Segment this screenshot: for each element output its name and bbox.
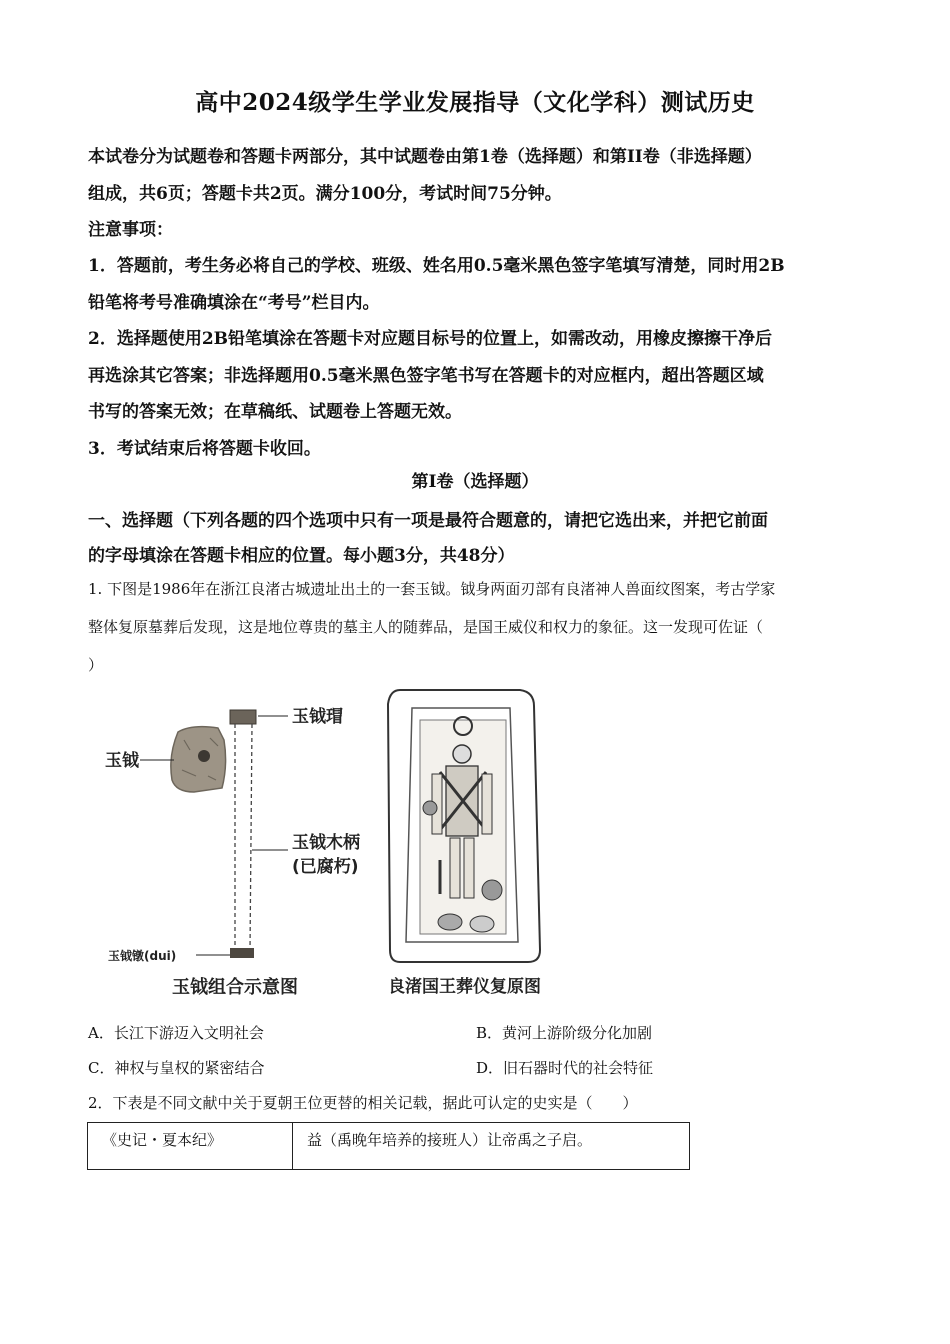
label-handle-note: (已腐朽)	[292, 857, 359, 877]
notice-line-6: 3．考试结束后将答题卡收回。	[88, 439, 321, 459]
section-instruction-1: 一、选择题（下列各题的四个选项中只有一项是最符合题意的，请把它选出来，并把它前面	[88, 511, 768, 531]
jade-yue-blade-image	[171, 727, 226, 792]
caption-right: 良渚国王葬仪复原图	[388, 977, 541, 997]
jade-yue-cap-image	[230, 710, 256, 724]
page-title: 高中2024级学生学业发展指导（文化学科）测试历史	[195, 89, 755, 116]
notice-line-4: 再选涂其它答案；非选择题用0.5毫米黑色签字笔书写在答题卡的对应框内，超出答题区域	[88, 366, 764, 386]
q1-stem-line-2: 整体复原墓葬后发现，这是地位尊贵的墓主人的随葬品，是国王威仪和权力的象征。这一发现可佐证（	[88, 618, 764, 636]
label-yue: 玉钺	[105, 751, 139, 771]
q1-option-a[interactable]: A．长江下游迈入文明社会	[88, 1024, 264, 1042]
q1-option-b[interactable]: B．黄河上游阶级分化加剧	[476, 1024, 653, 1042]
notice-line-5: 书写的答案无效；在草稿纸、试题卷上答题无效。	[88, 402, 462, 422]
notice-line-1: 1．答题前，考生务必将自己的学校、班级、姓名用0.5毫米黑色签字笔填写清楚，同时用2B	[88, 256, 785, 276]
label-mao: 玉钺瑁	[292, 707, 343, 727]
q2-source-cell: 《史记・夏本纪》	[88, 1123, 293, 1170]
notice-line-3: 2．选择题使用2B铅笔填涂在答题卡对应题目标号的位置上，如需改动，用橡皮擦擦干净后	[88, 329, 773, 349]
label-handle: 玉钺木柄	[292, 833, 360, 853]
section-title: 第I卷（选择题）	[411, 472, 539, 492]
section-instruction-2: 的字母填涂在答题卡相应的位置。每小题3分，共48分）	[88, 546, 515, 566]
q2-table	[87, 1122, 690, 1170]
q1-option-d[interactable]: D．旧石器时代的社会特征	[476, 1059, 654, 1077]
notice-heading: 注意事项：	[88, 220, 173, 240]
q1-figure	[100, 680, 560, 1005]
table-row	[88, 1123, 690, 1170]
q2-record-cell: 益（禹晚年培养的接班人）让帝禹之子启。	[293, 1123, 690, 1170]
jade-yue-base-image	[230, 948, 254, 958]
notice-line-2: 铅笔将考号准确填涂在“考号”栏目内。	[88, 293, 380, 313]
caption-left: 玉钺组合示意图	[172, 977, 298, 998]
q1-stem-line-1: 1. 下图是1986年在浙江良渚古城遗址出土的一套玉钺。钺身两面刃部有良渚神人兽面纹图案，考古学家	[88, 580, 776, 598]
q1-stem-line-3: ）	[88, 656, 104, 674]
burial-reconstruction-image	[388, 690, 540, 962]
intro-line-2: 组成，共6页；答题卡共2页。满分100分，考试时间75分钟。	[88, 184, 562, 204]
q1-option-c[interactable]: C．神权与皇权的紧密结合	[88, 1059, 265, 1077]
q2-stem: 2．下表是不同文献中关于夏朝王位更替的相关记载，据此可认定的史实是（ ）	[88, 1094, 638, 1112]
intro-line-1: 本试卷分为试题卷和答题卡两部分，其中试题卷由第1卷（选择题）和第II卷（非选择题）	[88, 147, 762, 167]
label-dui: 玉钺镦(dui)	[108, 949, 177, 963]
